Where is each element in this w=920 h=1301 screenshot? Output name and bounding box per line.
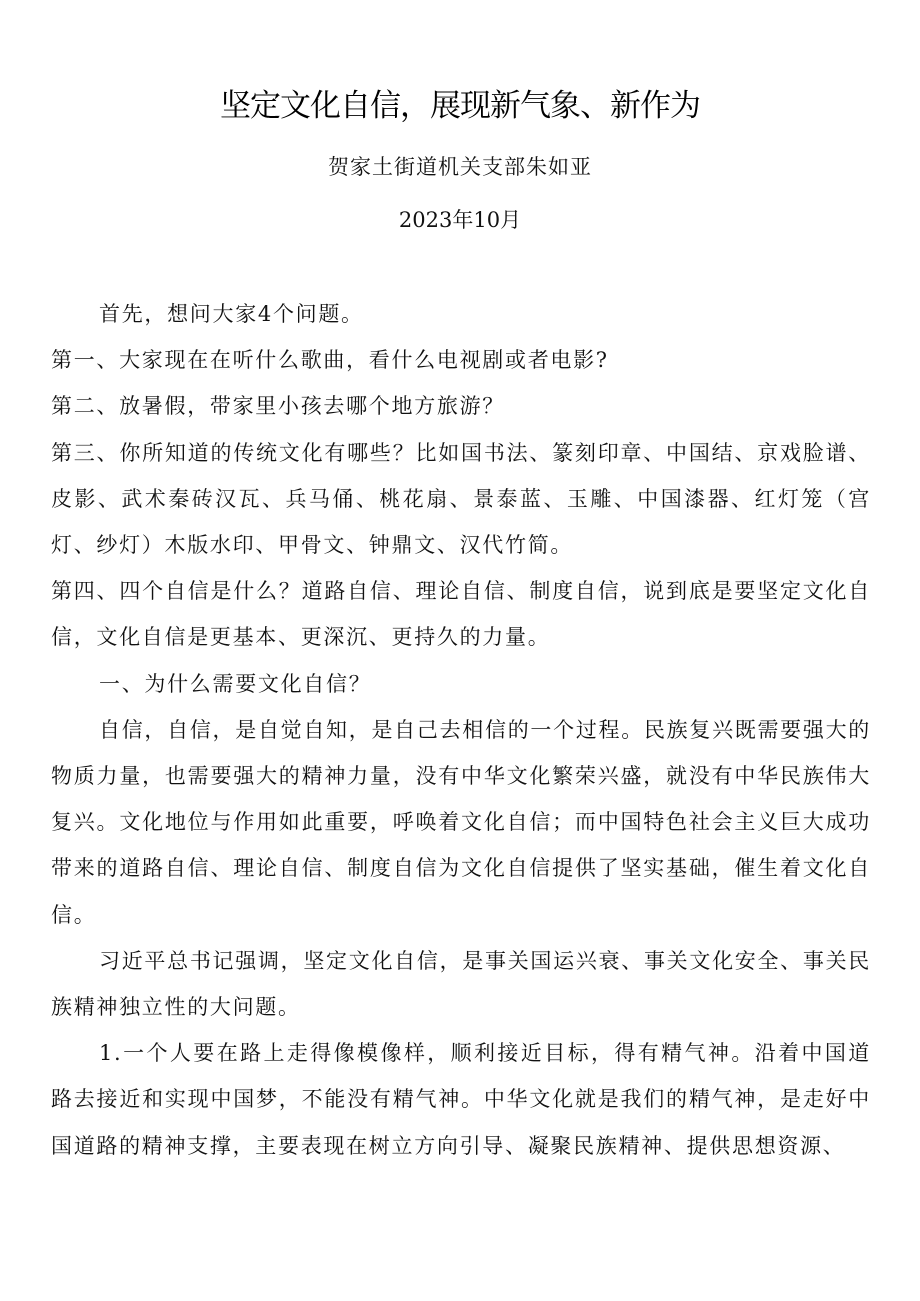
paragraph-body-2: 习近平总书记强调，坚定文化自信，是事关国运兴衰、事关文化安全、事关民族精神独立性的大问题。: [51, 948, 871, 1020]
paragraph-intro: 首先，想问大家4个问题。: [99, 302, 364, 326]
document-date: 2023年10月: [398, 208, 522, 232]
paragraph-question-4: 第四、四个自信是什么？道路自信、理论自信、制度自信，说到底是要坚定文化自信，文化自信是更基本、更深沉、更持久的力量。: [51, 579, 871, 650]
paragraph-question-3: 第三、你所知道的传统文化有哪些？比如国书法、篆刻印章、中国结、京戏脸谱、皮影、武术秦砖汉瓦、兵马俑、桃花扇、景泰蓝、玉雕、中国漆器、红灯笼（宫灯、纱灯）木版水印、甲骨文、钟鼎文、汉代竹简。: [51, 440, 871, 558]
document-author: 贺家土街道机关支部朱如亚: [328, 155, 592, 179]
document-title: 坚定文化自信，展现新气象、新作为: [220, 88, 700, 124]
paragraph-question-1: 第一、大家现在在听什么歌曲，看什么电视剧或者电影?: [51, 348, 609, 373]
document-body: [51, 291, 871, 1169]
paragraph-body-3: 1.一个人要在路上走得像模像样，顺利接近目标，得有精气神。沿着中国道路去接近和实现中国梦，不能没有精气神。中华文化就是我们的精气神，是走好中国道路的精神支撑，主要表现在树立方向引导、凝聚民族精神、提供思想资源、: [51, 1041, 871, 1158]
section-heading-1: 一、为什么需要文化自信？: [99, 671, 372, 696]
paragraph-body-1: 自信，自信，是自觉自知，是自己去相信的一个过程。民族复兴既需要强大的物质力量，也需要强大的精神力量，没有中华文化繁荣兴盛，就没有中华民族伟大复兴。文化地位与作用如此重要，呼唤着文化自信；而中国特色社会主义巨大成功带来的道路自信、理论自信、制度自信为文化自信提供了坚实基础，催生着文化自信。: [51, 717, 871, 927]
paragraph-question-2: 第二、放暑假，带家里小孩去哪个地方旅游？: [51, 394, 505, 419]
